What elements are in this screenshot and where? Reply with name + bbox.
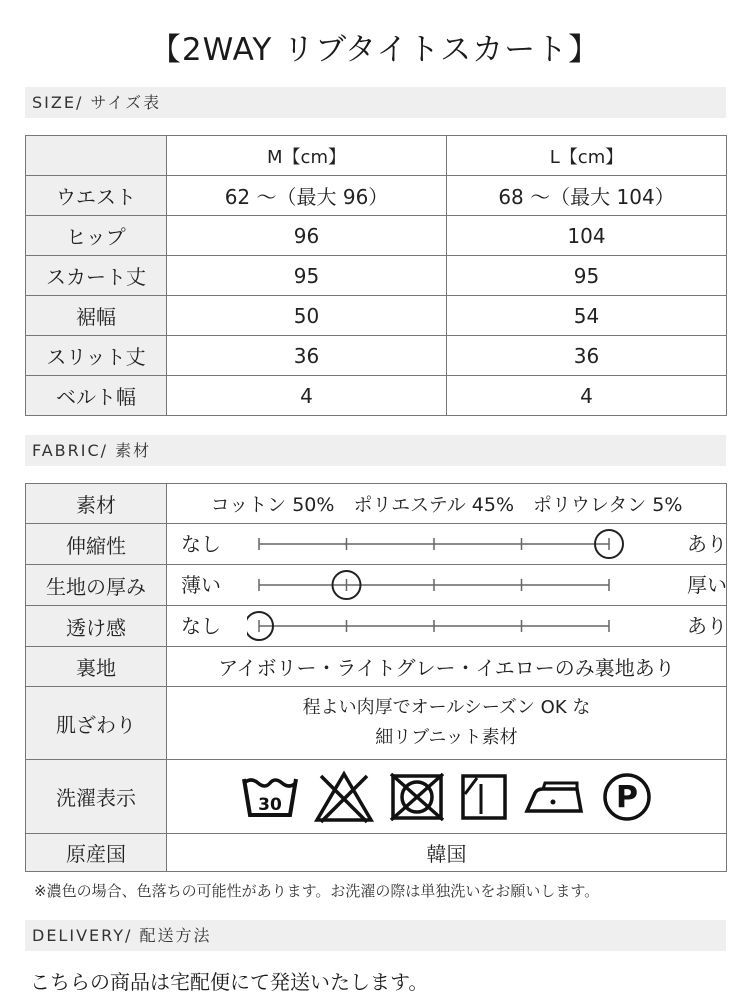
stretch-scale-max: あり (687, 532, 727, 556)
fabric-table (25, 483, 727, 872)
size-value-l: 68 〜（最大 104） (447, 176, 727, 216)
table-row (26, 216, 727, 256)
drip-dry-icon (459, 772, 509, 822)
table-row (26, 687, 727, 760)
stretch-scale-min: なし (181, 532, 221, 556)
no-bleach-icon (313, 770, 375, 824)
size-value-m: 50 (167, 296, 447, 336)
table-row (26, 176, 727, 216)
sheer-scale-graphic (247, 606, 647, 646)
no-tumble-dry-icon (389, 772, 445, 822)
sheer-scale (167, 606, 727, 647)
size-value-m: 95 (167, 256, 447, 296)
lining-label: 裏地 (26, 647, 167, 687)
size-row-label: スリット丈 (26, 336, 167, 376)
size-value-m: 96 (167, 216, 447, 256)
thickness-scale-graphic (247, 565, 647, 605)
size-header-blank (26, 136, 167, 176)
table-row (26, 336, 727, 376)
size-value-m: 62 〜（最大 96） (167, 176, 447, 216)
table-row (26, 606, 727, 647)
size-row-label: スカート丈 (26, 256, 167, 296)
size-col-l: L【cm】 (447, 136, 727, 176)
table-row (26, 484, 727, 524)
iron-low-icon (523, 775, 587, 819)
size-row-label: ベルト幅 (26, 376, 167, 416)
size-col-m: M【cm】 (167, 136, 447, 176)
feel-value (167, 687, 727, 760)
sheer-scale-min: なし (181, 614, 221, 638)
origin-label: 原産国 (26, 834, 167, 872)
size-row-label: ヒップ (26, 216, 167, 256)
sheer-scale-max: あり (687, 614, 727, 638)
size-value-l: 54 (447, 296, 727, 336)
origin-value: 韓国 (167, 834, 727, 872)
material-label: 素材 (26, 484, 167, 524)
table-row (26, 834, 727, 872)
size-section-heading: SIZE/ サイズ表 (25, 87, 726, 118)
size-value-l: 104 (447, 216, 727, 256)
thickness-scale (167, 565, 727, 606)
size-value-l: 36 (447, 336, 727, 376)
care-note: ※濃色の場合、色落ちの可能性があります。お洗濯の際は単独洗いをお願いします。 (34, 882, 600, 900)
table-row (26, 296, 727, 336)
table-row (26, 760, 727, 834)
dry-clean-letter: P (615, 779, 638, 815)
delivery-text: こちらの商品は宅配便にて発送いたします。 (30, 970, 429, 994)
dry-clean-p-icon (601, 771, 653, 823)
thickness-label: 生地の厚み (26, 565, 167, 606)
thickness-scale-max: 厚い (687, 573, 727, 597)
feel-label: 肌ざわり (26, 687, 167, 760)
feel-line-2: 細リブニット素材 (375, 727, 518, 748)
lining-value: アイボリー・ライトグレー・イエローのみ裏地あり (167, 647, 727, 687)
table-row (26, 256, 727, 296)
fabric-section-heading: FABRIC/ 素材 (25, 435, 726, 466)
size-row-label: ウエスト (26, 176, 167, 216)
stretch-scale (167, 524, 727, 565)
delivery-section-heading: DELIVERY/ 配送方法 (25, 920, 726, 951)
size-row-label: 裾幅 (26, 296, 167, 336)
thickness-scale-min: 薄い (181, 573, 221, 597)
size-table (25, 135, 727, 416)
wash-30-icon (241, 773, 299, 821)
care-icons (167, 760, 727, 834)
size-value-m: 4 (167, 376, 447, 416)
table-row (26, 647, 727, 687)
stretch-label: 伸縮性 (26, 524, 167, 565)
size-value-l: 95 (447, 256, 727, 296)
size-header-row (26, 136, 727, 176)
feel-line-1: 程よい肉厚でオールシーズン OK な (302, 697, 591, 718)
care-label: 洗濯表示 (26, 760, 167, 834)
size-value-l: 4 (447, 376, 727, 416)
table-row (26, 376, 727, 416)
size-value-m: 36 (167, 336, 447, 376)
sheer-label: 透け感 (26, 606, 167, 647)
material-value: コットン 50% ポリエステル 45% ポリウレタン 5% (167, 484, 727, 524)
table-row (26, 565, 727, 606)
page-title: 【2WAY リブタイトスカート】 (149, 32, 601, 68)
table-row (26, 524, 727, 565)
stretch-scale-graphic (247, 524, 647, 564)
wash-temp-text: 30 (257, 794, 282, 815)
